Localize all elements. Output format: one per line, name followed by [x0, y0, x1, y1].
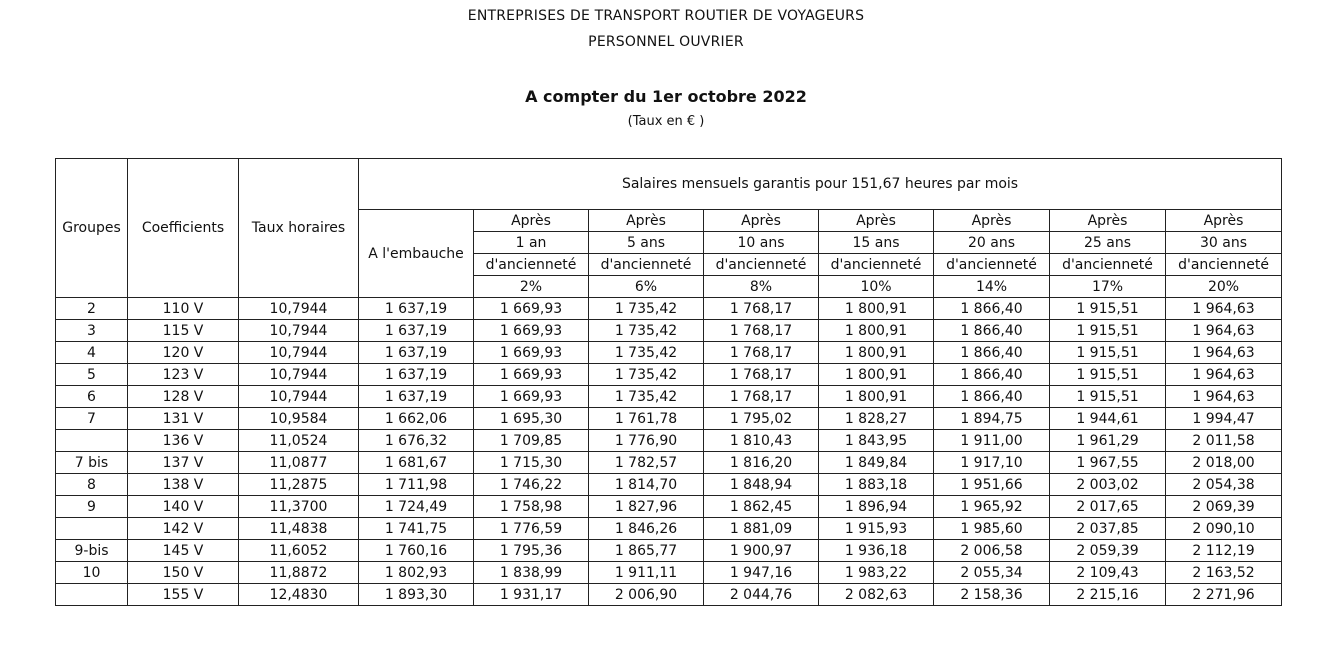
header-pourcentage: 8% [704, 276, 819, 298]
cell-embauche: 1 637,19 [359, 320, 474, 342]
header-apres: Après [704, 210, 819, 232]
cell-salaire: 2 069,39 [1166, 496, 1282, 518]
cell-salaire: 1 827,96 [589, 496, 704, 518]
header-taux-horaires: Taux horaires [239, 159, 359, 298]
cell-salaire: 1 669,93 [474, 320, 589, 342]
cell-taux-horaire: 10,7944 [239, 364, 359, 386]
cell-salaire: 1 951,66 [934, 474, 1050, 496]
cell-salaire: 1 866,40 [934, 298, 1050, 320]
cell-embauche: 1 637,19 [359, 386, 474, 408]
cell-coefficient: 150 V [128, 562, 239, 584]
cell-groupe: 6 [56, 386, 128, 408]
cell-groupe: 5 [56, 364, 128, 386]
header-duree: 30 ans [1166, 232, 1282, 254]
cell-salaire: 1 838,99 [474, 562, 589, 584]
header-anciennete: d'ancienneté [1166, 254, 1282, 276]
cell-coefficient: 137 V [128, 452, 239, 474]
cell-salaire: 1 865,77 [589, 540, 704, 562]
cell-groupe [56, 430, 128, 452]
header-pourcentage: 2% [474, 276, 589, 298]
cell-salaire: 1 911,11 [589, 562, 704, 584]
cell-salaire: 2 006,90 [589, 584, 704, 606]
cell-salaire: 1 846,26 [589, 518, 704, 540]
cell-salaire: 1 669,93 [474, 298, 589, 320]
cell-salaire: 2 044,76 [704, 584, 819, 606]
cell-embauche: 1 637,19 [359, 298, 474, 320]
cell-salaire: 1 994,47 [1166, 408, 1282, 430]
cell-taux-horaire: 10,7944 [239, 298, 359, 320]
header-anciennete: d'ancienneté [934, 254, 1050, 276]
cell-salaire: 1 964,63 [1166, 342, 1282, 364]
cell-taux-horaire: 10,9584 [239, 408, 359, 430]
table-row [56, 474, 1282, 496]
cell-groupe [56, 518, 128, 540]
table-row [56, 386, 1282, 408]
cell-coefficient: 128 V [128, 386, 239, 408]
header-apres: Après [1166, 210, 1282, 232]
cell-embauche: 1 637,19 [359, 364, 474, 386]
cell-salaire: 1 669,93 [474, 364, 589, 386]
cell-salaire: 2 003,02 [1050, 474, 1166, 496]
cell-salaire: 1 965,92 [934, 496, 1050, 518]
cell-salaire: 2 037,85 [1050, 518, 1166, 540]
cell-salaire: 1 964,63 [1166, 364, 1282, 386]
cell-embauche: 1 760,16 [359, 540, 474, 562]
cell-salaire: 1 735,42 [589, 320, 704, 342]
cell-coefficient: 115 V [128, 320, 239, 342]
header-anciennete: d'ancienneté [589, 254, 704, 276]
cell-salaire: 1 735,42 [589, 386, 704, 408]
cell-groupe: 9 [56, 496, 128, 518]
cell-salaire: 1 776,90 [589, 430, 704, 452]
header-duree: 25 ans [1050, 232, 1166, 254]
cell-salaire: 1 800,91 [819, 342, 934, 364]
cell-salaire: 1 900,97 [704, 540, 819, 562]
cell-salaire: 1 695,30 [474, 408, 589, 430]
cell-salaire: 1 915,51 [1050, 342, 1166, 364]
cell-embauche: 1 681,67 [359, 452, 474, 474]
cell-salaire: 2 215,16 [1050, 584, 1166, 606]
cell-groupe: 8 [56, 474, 128, 496]
cell-salaire: 1 746,22 [474, 474, 589, 496]
cell-coefficient: 138 V [128, 474, 239, 496]
table-row [56, 452, 1282, 474]
cell-salaire: 1 881,09 [704, 518, 819, 540]
cell-groupe: 7 bis [56, 452, 128, 474]
cell-salaire: 1 917,10 [934, 452, 1050, 474]
cell-salaire: 2 059,39 [1050, 540, 1166, 562]
header-salaires-mensuels: Salaires mensuels garantis pour 151,67 heures par mois [359, 159, 1282, 210]
header-anciennete: d'ancienneté [704, 254, 819, 276]
table-row [56, 342, 1282, 364]
table-row [56, 364, 1282, 386]
cell-groupe: 2 [56, 298, 128, 320]
table-row [56, 562, 1282, 584]
cell-salaire: 1 848,94 [704, 474, 819, 496]
document-title: ENTREPRISES DE TRANSPORT ROUTIER DE VOYAGEURS [467, 8, 865, 24]
cell-groupe: 9-bis [56, 540, 128, 562]
header-anciennete: d'ancienneté [1050, 254, 1166, 276]
cell-salaire: 1 735,42 [589, 342, 704, 364]
cell-salaire: 1 931,17 [474, 584, 589, 606]
table-row [56, 518, 1282, 540]
cell-coefficient: 145 V [128, 540, 239, 562]
header-apres: Après [474, 210, 589, 232]
header-apres: Après [934, 210, 1050, 232]
table-row [56, 584, 1282, 606]
cell-salaire: 1 862,45 [704, 496, 819, 518]
cell-salaire: 1 866,40 [934, 364, 1050, 386]
cell-salaire: 2 055,34 [934, 562, 1050, 584]
cell-salaire: 1 800,91 [819, 298, 934, 320]
cell-salaire: 1 947,16 [704, 562, 819, 584]
cell-salaire: 1 983,22 [819, 562, 934, 584]
cell-salaire: 2 082,63 [819, 584, 934, 606]
cell-taux-horaire: 11,8872 [239, 562, 359, 584]
currency-note: (Taux en € ) [627, 114, 705, 129]
cell-taux-horaire: 10,7944 [239, 342, 359, 364]
cell-salaire: 2 163,52 [1166, 562, 1282, 584]
cell-groupe: 4 [56, 342, 128, 364]
salary-table [55, 158, 1282, 606]
cell-salaire: 2 017,65 [1050, 496, 1166, 518]
cell-salaire: 2 158,36 [934, 584, 1050, 606]
cell-salaire: 1 758,98 [474, 496, 589, 518]
cell-salaire: 1 735,42 [589, 364, 704, 386]
cell-salaire: 1 915,93 [819, 518, 934, 540]
cell-coefficient: 140 V [128, 496, 239, 518]
cell-salaire: 1 715,30 [474, 452, 589, 474]
cell-salaire: 1 911,00 [934, 430, 1050, 452]
cell-embauche: 1 676,32 [359, 430, 474, 452]
cell-salaire: 1 964,63 [1166, 320, 1282, 342]
header-groupes: Groupes [56, 159, 128, 298]
cell-salaire: 1 768,17 [704, 298, 819, 320]
cell-salaire: 1 967,55 [1050, 452, 1166, 474]
header-duree: 5 ans [589, 232, 704, 254]
cell-salaire: 1 816,20 [704, 452, 819, 474]
cell-salaire: 1 944,61 [1050, 408, 1166, 430]
cell-salaire: 1 669,93 [474, 386, 589, 408]
cell-salaire: 1 866,40 [934, 320, 1050, 342]
table-row [56, 320, 1282, 342]
cell-coefficient: 123 V [128, 364, 239, 386]
header-anciennete: d'ancienneté [819, 254, 934, 276]
table-row [56, 408, 1282, 430]
effective-date: A compter du 1er octobre 2022 [525, 87, 807, 106]
header-pourcentage: 10% [819, 276, 934, 298]
table-row [56, 298, 1282, 320]
cell-salaire: 1 964,63 [1166, 386, 1282, 408]
cell-salaire: 1 866,40 [934, 386, 1050, 408]
cell-salaire: 1 814,70 [589, 474, 704, 496]
cell-coefficient: 131 V [128, 408, 239, 430]
cell-salaire: 1 810,43 [704, 430, 819, 452]
cell-salaire: 1 800,91 [819, 386, 934, 408]
cell-salaire: 1 896,94 [819, 496, 934, 518]
cell-coefficient: 142 V [128, 518, 239, 540]
header-duree: 15 ans [819, 232, 934, 254]
cell-salaire: 1 709,85 [474, 430, 589, 452]
cell-coefficient: 136 V [128, 430, 239, 452]
header-pourcentage: 14% [934, 276, 1050, 298]
cell-salaire: 1 936,18 [819, 540, 934, 562]
cell-salaire: 1 915,51 [1050, 364, 1166, 386]
cell-salaire: 2 054,38 [1166, 474, 1282, 496]
cell-taux-horaire: 11,4838 [239, 518, 359, 540]
cell-salaire: 1 915,51 [1050, 386, 1166, 408]
cell-salaire: 1 669,93 [474, 342, 589, 364]
cell-salaire: 2 018,00 [1166, 452, 1282, 474]
cell-salaire: 1 776,59 [474, 518, 589, 540]
cell-embauche: 1 802,93 [359, 562, 474, 584]
cell-groupe: 7 [56, 408, 128, 430]
document-subtitle: PERSONNEL OUVRIER [588, 34, 744, 50]
cell-taux-horaire: 11,6052 [239, 540, 359, 562]
cell-embauche: 1 711,98 [359, 474, 474, 496]
cell-embauche: 1 637,19 [359, 342, 474, 364]
header-duree: 1 an [474, 232, 589, 254]
cell-embauche: 1 893,30 [359, 584, 474, 606]
header-apres: Après [589, 210, 704, 232]
header-pourcentage: 6% [589, 276, 704, 298]
cell-salaire: 1 768,17 [704, 364, 819, 386]
cell-taux-horaire: 12,4830 [239, 584, 359, 606]
header-embauche: A l'embauche [359, 210, 474, 298]
cell-embauche: 1 724,49 [359, 496, 474, 518]
table-row [56, 540, 1282, 562]
cell-salaire: 1 800,91 [819, 320, 934, 342]
cell-salaire: 1 800,91 [819, 364, 934, 386]
header-duree: 10 ans [704, 232, 819, 254]
cell-salaire: 1 795,36 [474, 540, 589, 562]
cell-taux-horaire: 11,0877 [239, 452, 359, 474]
table-row [56, 430, 1282, 452]
header-pourcentage: 20% [1166, 276, 1282, 298]
cell-salaire: 1 843,95 [819, 430, 934, 452]
cell-salaire: 1 849,84 [819, 452, 934, 474]
cell-salaire: 1 768,17 [704, 342, 819, 364]
cell-salaire: 1 795,02 [704, 408, 819, 430]
cell-salaire: 1 883,18 [819, 474, 934, 496]
cell-taux-horaire: 11,0524 [239, 430, 359, 452]
cell-salaire: 2 112,19 [1166, 540, 1282, 562]
header-duree: 20 ans [934, 232, 1050, 254]
cell-salaire: 1 768,17 [704, 386, 819, 408]
cell-taux-horaire: 10,7944 [239, 320, 359, 342]
cell-groupe [56, 584, 128, 606]
cell-salaire: 2 109,43 [1050, 562, 1166, 584]
cell-taux-horaire: 11,3700 [239, 496, 359, 518]
cell-salaire: 1 761,78 [589, 408, 704, 430]
cell-salaire: 1 964,63 [1166, 298, 1282, 320]
cell-salaire: 2 011,58 [1166, 430, 1282, 452]
header-coefficients: Coefficients [128, 159, 239, 298]
cell-salaire: 2 006,58 [934, 540, 1050, 562]
cell-taux-horaire: 10,7944 [239, 386, 359, 408]
cell-salaire: 2 271,96 [1166, 584, 1282, 606]
cell-salaire: 1 915,51 [1050, 320, 1166, 342]
cell-embauche: 1 662,06 [359, 408, 474, 430]
header-pourcentage: 17% [1050, 276, 1166, 298]
header-anciennete: d'ancienneté [474, 254, 589, 276]
cell-salaire: 1 985,60 [934, 518, 1050, 540]
cell-salaire: 1 782,57 [589, 452, 704, 474]
cell-salaire: 1 735,42 [589, 298, 704, 320]
cell-coefficient: 120 V [128, 342, 239, 364]
cell-coefficient: 155 V [128, 584, 239, 606]
header-apres: Après [1050, 210, 1166, 232]
cell-salaire: 1 961,29 [1050, 430, 1166, 452]
cell-salaire: 1 828,27 [819, 408, 934, 430]
cell-salaire: 1 915,51 [1050, 298, 1166, 320]
cell-taux-horaire: 11,2875 [239, 474, 359, 496]
cell-salaire: 1 866,40 [934, 342, 1050, 364]
cell-salaire: 2 090,10 [1166, 518, 1282, 540]
cell-groupe: 3 [56, 320, 128, 342]
cell-salaire: 1 768,17 [704, 320, 819, 342]
cell-coefficient: 110 V [128, 298, 239, 320]
cell-groupe: 10 [56, 562, 128, 584]
cell-embauche: 1 741,75 [359, 518, 474, 540]
cell-salaire: 1 894,75 [934, 408, 1050, 430]
header-apres: Après [819, 210, 934, 232]
table-row [56, 496, 1282, 518]
